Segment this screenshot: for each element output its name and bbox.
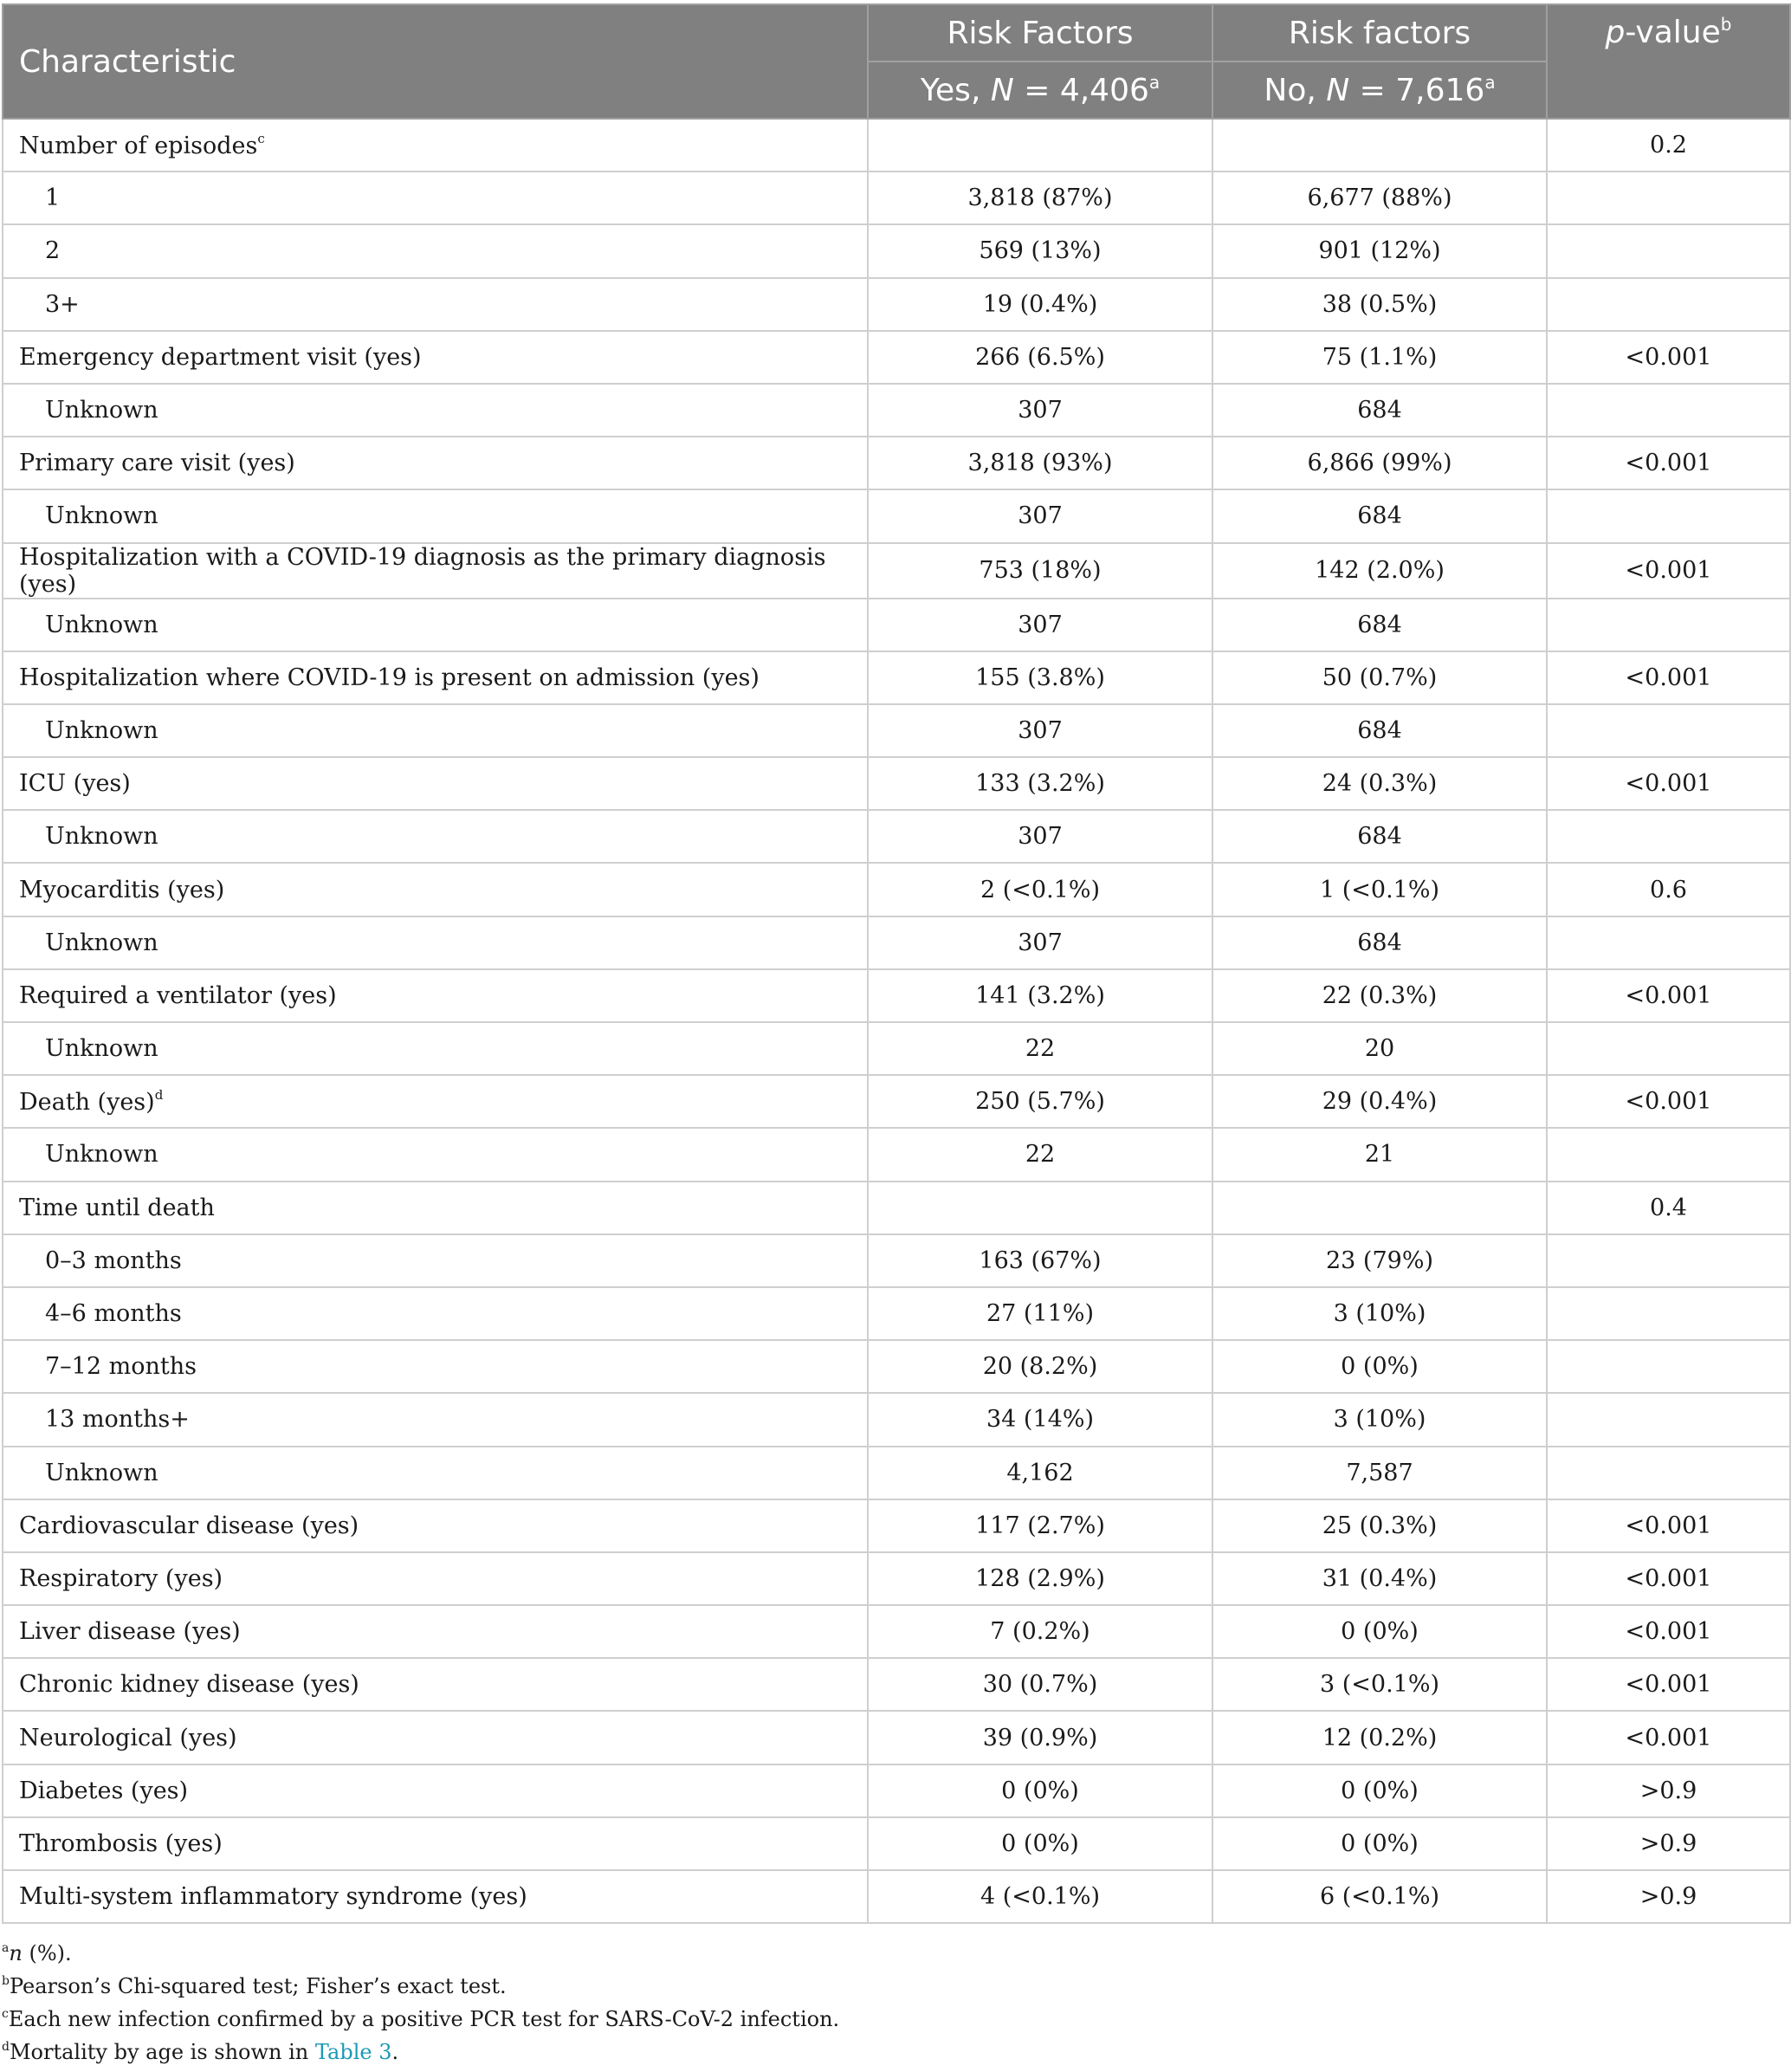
row-label: Chronic kidney disease (yes) [19, 1671, 359, 1699]
row-pvalue: <0.001 [1547, 1552, 1790, 1605]
row-pvalue: <0.001 [1547, 1499, 1790, 1552]
row-characteristic [3, 1658, 868, 1711]
footnote-c-marker: c [2, 2007, 9, 2021]
row-pvalue: >0.9 [1547, 1870, 1790, 1923]
row-characteristic [3, 278, 868, 331]
table-row [3, 437, 1790, 489]
row-no-value: 31 (0.4%) [1212, 1552, 1547, 1605]
row-characteristic [3, 331, 868, 384]
table-row [3, 1340, 1790, 1393]
row-characteristic [3, 489, 868, 542]
row-no-value: 75 (1.1%) [1212, 331, 1547, 384]
footnote-d-end: . [391, 2040, 399, 2064]
row-yes-value: 22 [868, 1128, 1212, 1181]
table-row [3, 651, 1790, 704]
table-header [3, 4, 1790, 119]
pvalue-italic: p [1605, 15, 1626, 50]
row-no-value: 0 (0%) [1212, 1817, 1547, 1870]
row-pvalue [1547, 810, 1790, 863]
row-no-value: 50 (0.7%) [1212, 651, 1547, 704]
yes-n-italic: N [990, 73, 1014, 108]
row-pvalue [1547, 489, 1790, 542]
row-yes-value: 307 [868, 599, 1212, 651]
footnote-c-text: Each new infection confirmed by a positive PCR test for SARS-CoV-2 infection. [8, 2007, 840, 2031]
row-pvalue [1547, 224, 1790, 277]
row-characteristic [3, 1234, 868, 1287]
row-no-value: 7,587 [1212, 1447, 1547, 1499]
row-yes-value: 2 (<0.1%) [868, 863, 1212, 916]
table-footnotes [2, 1932, 1786, 2063]
row-yes-value: 307 [868, 384, 1212, 437]
table-row [3, 172, 1790, 224]
row-label: ICU (yes) [19, 770, 131, 798]
row-yes-value: 7 (0.2%) [868, 1605, 1212, 1658]
row-characteristic [3, 1817, 868, 1870]
row-label: 3+ [45, 290, 80, 318]
row-label: Multi-system inflammatory syndrome (yes) [19, 1883, 527, 1911]
footnote-c [2, 1998, 1786, 2030]
row-characteristic [3, 543, 868, 599]
row-no-value: 684 [1212, 916, 1547, 969]
row-characteristic [3, 1499, 868, 1552]
row-yes-value: 133 (3.2%) [868, 757, 1212, 810]
row-no-value: 684 [1212, 489, 1547, 542]
row-pvalue [1547, 1393, 1790, 1446]
table-row [3, 1605, 1790, 1658]
row-no-value: 38 (0.5%) [1212, 278, 1547, 331]
footnote-a-marker: a [2, 1941, 10, 1955]
row-pvalue: <0.001 [1547, 1658, 1790, 1711]
row-no-value: 12 (0.2%) [1212, 1711, 1547, 1764]
row-no-value: 684 [1212, 384, 1547, 437]
table-row [3, 757, 1790, 810]
table-row [3, 1393, 1790, 1446]
table-row [3, 384, 1790, 437]
row-pvalue: 0.4 [1547, 1182, 1790, 1234]
row-pvalue [1547, 916, 1790, 969]
row-characteristic [3, 119, 868, 172]
row-characteristic [3, 224, 868, 277]
footnote-a-italic: n [9, 1941, 23, 1965]
table-3-link[interactable]: Table 3 [314, 2040, 392, 2064]
row-pvalue: 0.2 [1547, 119, 1790, 172]
row-yes-value: 128 (2.9%) [868, 1552, 1212, 1605]
row-label: Respiratory (yes) [19, 1564, 223, 1592]
row-no-value: 901 (12%) [1212, 224, 1547, 277]
row-pvalue: <0.001 [1547, 1711, 1790, 1764]
row-label: Liver disease (yes) [19, 1618, 241, 1646]
footnote-b [2, 1965, 1786, 1998]
row-characteristic [3, 1182, 868, 1234]
row-characteristic [3, 1075, 868, 1128]
table-row [3, 1234, 1790, 1287]
row-characteristic [3, 1764, 868, 1817]
row-no-value: 6,677 (88%) [1212, 172, 1547, 224]
header-yes-n [868, 62, 1212, 119]
row-no-value: 25 (0.3%) [1212, 1499, 1547, 1552]
row-yes-value: 0 (0%) [868, 1817, 1212, 1870]
table-row [3, 489, 1790, 542]
row-characteristic [3, 863, 868, 916]
row-pvalue [1547, 1128, 1790, 1181]
table-row [3, 599, 1790, 651]
row-label: 1 [45, 185, 61, 212]
row-label: Time until death [19, 1194, 215, 1221]
table-row [3, 1182, 1790, 1234]
row-label: 4–6 months [45, 1300, 182, 1328]
row-label: Death (yes) [19, 1089, 155, 1117]
row-pvalue [1547, 1340, 1790, 1393]
row-pvalue: >0.9 [1547, 1817, 1790, 1870]
row-label: Unknown [45, 1459, 158, 1486]
row-characteristic [3, 599, 868, 651]
footnote-d [2, 2030, 1786, 2063]
row-label: Unknown [45, 929, 158, 956]
row-pvalue: <0.001 [1547, 1605, 1790, 1658]
row-characteristic [3, 1393, 868, 1446]
row-no-value: 6,866 (99%) [1212, 437, 1547, 489]
row-label: Unknown [45, 1141, 158, 1169]
row-characteristic [3, 384, 868, 437]
table-row [3, 1764, 1790, 1817]
table-row [3, 1447, 1790, 1499]
row-label: Myocarditis (yes) [19, 876, 225, 903]
row-characteristic [3, 1605, 868, 1658]
row-no-value: 684 [1212, 704, 1547, 757]
table-row [3, 1870, 1790, 1923]
row-label: Unknown [45, 397, 158, 424]
row-pvalue [1547, 1447, 1790, 1499]
row-pvalue: <0.001 [1547, 757, 1790, 810]
row-characteristic [3, 651, 868, 704]
table-row [3, 1658, 1790, 1711]
row-characteristic [3, 1287, 868, 1340]
row-yes-value: 27 (11%) [868, 1287, 1212, 1340]
row-no-value: 0 (0%) [1212, 1340, 1547, 1393]
row-yes-value: 250 (5.7%) [868, 1075, 1212, 1128]
table-row [3, 224, 1790, 277]
row-yes-value: 19 (0.4%) [868, 278, 1212, 331]
row-label: Unknown [45, 502, 158, 530]
row-yes-value: 3,818 (93%) [868, 437, 1212, 489]
row-yes-value: 4,162 [868, 1447, 1212, 1499]
row-yes-value: 569 (13%) [868, 224, 1212, 277]
row-no-value: 29 (0.4%) [1212, 1075, 1547, 1128]
no-n-italic: N [1326, 73, 1350, 108]
row-label: 7–12 months [45, 1353, 197, 1381]
row-characteristic [3, 1870, 868, 1923]
table-row [3, 1711, 1790, 1764]
row-characteristic [3, 1340, 868, 1393]
table-row [3, 331, 1790, 384]
row-no-value [1212, 1182, 1547, 1234]
footnote-a [2, 1932, 1786, 1965]
row-no-value: 20 [1212, 1022, 1547, 1075]
row-characteristic [3, 1552, 868, 1605]
row-pvalue: <0.001 [1547, 437, 1790, 489]
row-pvalue [1547, 278, 1790, 331]
row-characteristic [3, 704, 868, 757]
row-label: Primary care visit (yes) [19, 450, 295, 477]
row-yes-value [868, 119, 1212, 172]
row-no-value: 22 (0.3%) [1212, 969, 1547, 1022]
row-no-value [1212, 119, 1547, 172]
results-table [2, 3, 1791, 1924]
row-yes-value: 30 (0.7%) [868, 1658, 1212, 1711]
row-no-value: 142 (2.0%) [1212, 543, 1547, 599]
row-no-value: 6 (<0.1%) [1212, 1870, 1547, 1923]
row-yes-value: 155 (3.8%) [868, 651, 1212, 704]
row-no-value: 684 [1212, 599, 1547, 651]
row-label: Unknown [45, 611, 158, 638]
footnote-d-marker: d [2, 2040, 10, 2054]
table-row [3, 1499, 1790, 1552]
table-row [3, 1128, 1790, 1181]
row-pvalue: 0.6 [1547, 863, 1790, 916]
row-pvalue: <0.001 [1547, 1075, 1790, 1128]
footnote-d-text: Mortality by age is shown in [9, 2040, 315, 2064]
footnote-b-marker: b [2, 1974, 10, 1988]
header-pvalue [1547, 4, 1790, 119]
row-pvalue [1547, 384, 1790, 437]
row-yes-value: 117 (2.7%) [868, 1499, 1212, 1552]
row-no-value: 684 [1212, 810, 1547, 863]
table-row [3, 916, 1790, 969]
row-label: Unknown [45, 716, 158, 744]
row-yes-value: 0 (0%) [868, 1764, 1212, 1817]
header-no-n [1212, 62, 1547, 119]
no-prefix: No, [1264, 73, 1327, 108]
table-row [3, 1022, 1790, 1075]
table-row [3, 969, 1790, 1022]
row-yes-value: 4 (<0.1%) [868, 1870, 1212, 1923]
row-pvalue: <0.001 [1547, 543, 1790, 599]
row-label: Diabetes (yes) [19, 1777, 189, 1804]
row-characteristic [3, 1447, 868, 1499]
row-characteristic [3, 916, 868, 969]
row-yes-value: 34 (14%) [868, 1393, 1212, 1446]
row-pvalue: <0.001 [1547, 969, 1790, 1022]
table-row [3, 810, 1790, 863]
row-yes-value: 307 [868, 489, 1212, 542]
row-pvalue: >0.9 [1547, 1764, 1790, 1817]
table-row [3, 704, 1790, 757]
footnote-b-text: Pearson’s Chi-squared test; Fisher’s exact test. [9, 1974, 507, 1998]
row-label: Unknown [45, 823, 158, 851]
row-yes-value: 163 (67%) [868, 1234, 1212, 1287]
table-row [3, 543, 1790, 599]
row-label: Number of episodes [19, 133, 258, 160]
row-characteristic [3, 969, 868, 1022]
header-characteristic: Characteristic [3, 4, 868, 119]
row-yes-value: 307 [868, 916, 1212, 969]
row-pvalue [1547, 1234, 1790, 1287]
table-row [3, 119, 1790, 172]
row-no-value: 3 (<0.1%) [1212, 1658, 1547, 1711]
yes-prefix: Yes, [920, 73, 991, 108]
row-characteristic [3, 757, 868, 810]
row-yes-value: 753 (18%) [868, 543, 1212, 599]
row-yes-value: 141 (3.2%) [868, 969, 1212, 1022]
row-label: Required a ventilator (yes) [19, 981, 337, 1009]
table-row [3, 1075, 1790, 1128]
row-footnote-marker: c [257, 131, 265, 147]
row-pvalue [1547, 172, 1790, 224]
pvalue-label: -value [1625, 15, 1721, 50]
row-pvalue: <0.001 [1547, 651, 1790, 704]
footnote-a-text: (%). [22, 1941, 72, 1965]
header-group-no: Risk factors [1212, 4, 1547, 62]
yes-n-sup: a [1148, 72, 1161, 93]
row-characteristic [3, 172, 868, 224]
row-label: 2 [45, 237, 61, 265]
row-yes-value: 307 [868, 810, 1212, 863]
table-row [3, 1817, 1790, 1870]
row-yes-value: 20 (8.2%) [868, 1340, 1212, 1393]
row-label: Thrombosis (yes) [19, 1829, 223, 1857]
row-label: 0–3 months [45, 1246, 182, 1274]
row-pvalue [1547, 1022, 1790, 1075]
table-body [3, 119, 1790, 1923]
table-row [3, 1287, 1790, 1340]
row-no-value: 3 (10%) [1212, 1393, 1547, 1446]
row-no-value: 0 (0%) [1212, 1764, 1547, 1817]
row-yes-value: 3,818 (87%) [868, 172, 1212, 224]
row-characteristic [3, 810, 868, 863]
row-label: Cardiovascular disease (yes) [19, 1512, 359, 1539]
row-pvalue [1547, 704, 1790, 757]
row-yes-value: 307 [868, 704, 1212, 757]
row-yes-value [868, 1182, 1212, 1234]
row-no-value: 21 [1212, 1128, 1547, 1181]
row-label: Emergency department visit (yes) [19, 343, 422, 371]
row-characteristic [3, 437, 868, 489]
row-pvalue: <0.001 [1547, 331, 1790, 384]
pvalue-sup: b [1720, 14, 1732, 35]
row-label: Hospitalization with a COVID-19 diagnosis as the primary diagnosis (yes) [19, 543, 826, 598]
row-yes-value: 39 (0.9%) [868, 1711, 1212, 1764]
row-no-value: 24 (0.3%) [1212, 757, 1547, 810]
row-characteristic [3, 1022, 868, 1075]
table-row [3, 278, 1790, 331]
row-characteristic [3, 1711, 868, 1764]
row-characteristic [3, 1128, 868, 1181]
row-no-value: 23 (79%) [1212, 1234, 1547, 1287]
row-label: Unknown [45, 1035, 158, 1063]
no-n-value: = 7,616 [1349, 73, 1485, 108]
table-row [3, 1552, 1790, 1605]
row-yes-value: 266 (6.5%) [868, 331, 1212, 384]
row-label: Hospitalization where COVID-19 is present on admission (yes) [19, 664, 760, 691]
row-label: Neurological (yes) [19, 1724, 237, 1751]
row-yes-value: 22 [868, 1022, 1212, 1075]
no-n-sup: a [1484, 72, 1496, 93]
row-pvalue [1547, 1287, 1790, 1340]
row-pvalue [1547, 599, 1790, 651]
row-no-value: 0 (0%) [1212, 1605, 1547, 1658]
table-row [3, 863, 1790, 916]
row-no-value: 1 (<0.1%) [1212, 863, 1547, 916]
row-no-value: 3 (10%) [1212, 1287, 1547, 1340]
header-group-yes: Risk Factors [868, 4, 1212, 62]
row-label: 13 months+ [45, 1406, 190, 1434]
yes-n-value: = 4,406 [1013, 73, 1149, 108]
row-footnote-marker: d [154, 1087, 164, 1104]
